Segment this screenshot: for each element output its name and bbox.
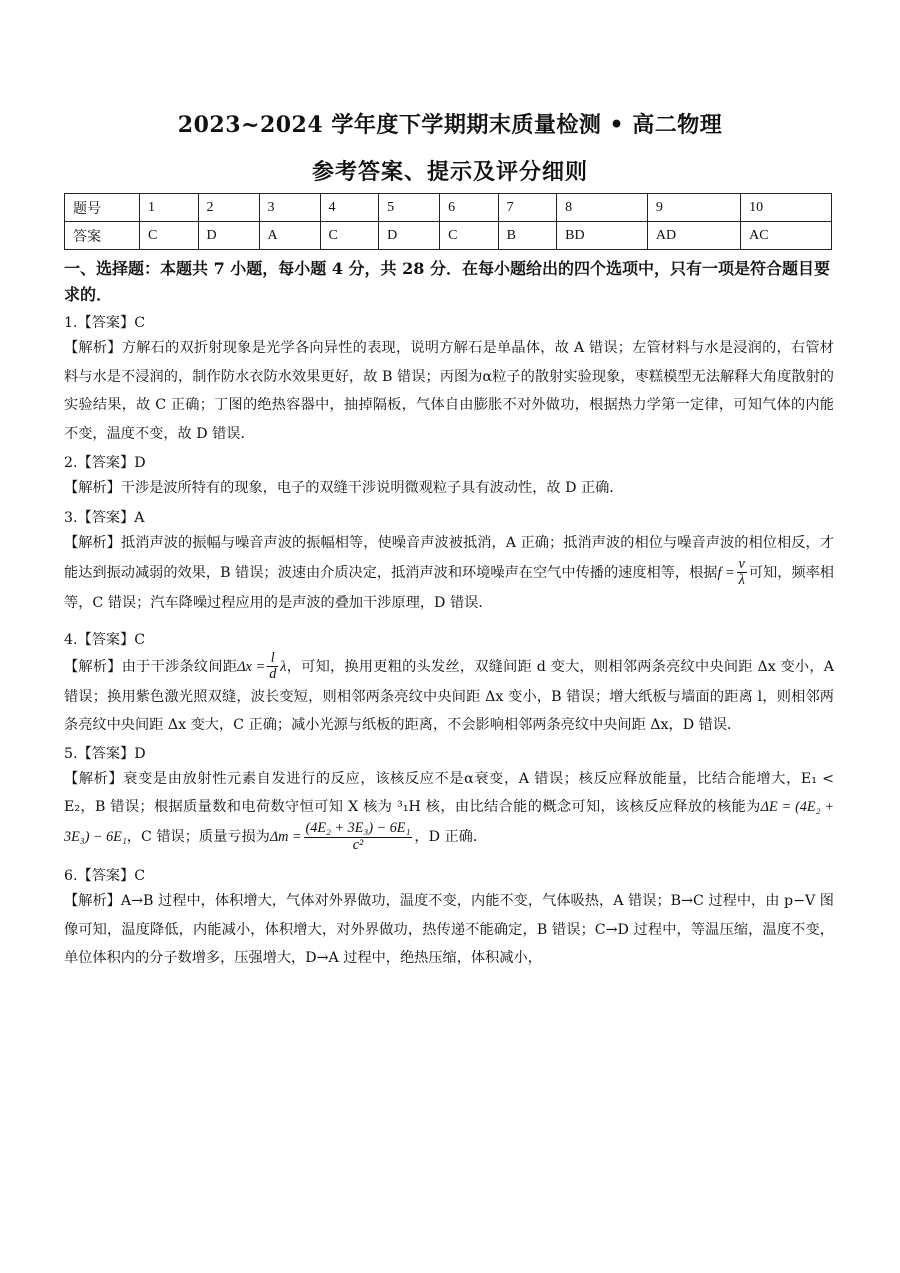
- q4-text-a: 【解析】由于干涉条纹间距: [64, 658, 238, 675]
- q5-text-a: 【解析】衰变是由放射性元素自发进行的反应，该核反应不是α衰变，A 错误；核反应释放能量，比结合能增大，E₁ < E₂，B 错误；根据质量数和电荷数守恒可知 X 核为 ³₁H 核，由比结合能的概念可知，该核反应释放的核能为: [64, 770, 834, 815]
- q4-text-b: ，可知，换用更粗的头发丝，双缝间距 d 变大，则相邻两条亮纹中央间距 Δx 变小，A 错误；换用紫色激光照双缝，波长变短，则相邻两条亮纹中央间距 Δx 变小，B 错误；增大纸板与墙面的距离 l，则相邻两条亮纹中央间距 Δx 变大，C 正确；减小光源与纸板的距离，不会影响相邻两条亮纹中央间距 Δx，D 错误．: [64, 658, 834, 733]
- q3-fraction-numerator: v: [738, 555, 745, 572]
- number-cell: 5: [379, 194, 440, 222]
- number-cell: 10: [741, 194, 832, 222]
- q5-mass-fraction: [304, 821, 413, 853]
- answer-table: [64, 193, 832, 250]
- q3-text-b: 可知，频率相等，C 错误；汽车降噪过程应用的是声波的叠加干涉原理，D 错误．: [64, 564, 834, 611]
- number-cell: 3: [259, 194, 320, 222]
- q4-formula-tail: λ: [280, 658, 287, 675]
- answer-cell: C: [440, 222, 499, 250]
- row-label-number: 题号: [65, 194, 140, 222]
- q2-answer: 2.【答案】D: [64, 455, 146, 471]
- q5-answer: 5.【答案】D: [64, 745, 146, 762]
- q3-formula-lhs: f =: [717, 564, 735, 581]
- q3-text-a: 【解析】抵消声波的振幅与噪音声波的振幅相等，使噪音声波被抵消，A 正确；抵消声波的相位与噪音声波的相位相反，才能达到振动减弱的效果，B 错误；波速由介质决定，抵消声波和环境噪声在空气中传播的速度相等，根据: [64, 534, 834, 581]
- q5-text-c: ，D 正确．: [414, 829, 488, 846]
- number-cell: 9: [647, 194, 740, 222]
- page-title: 2023~2024 学年度下学期期末质量检测 • 高二物理: [177, 112, 723, 138]
- q5-mass-numerator: (4E₂ + 3E₃) − 6E₁: [305, 819, 411, 836]
- q4-fraction-denominator: d: [269, 666, 277, 683]
- answer-cell: AC: [741, 222, 832, 250]
- q5-text-b: ，C 错误；质量亏损为: [126, 829, 270, 846]
- q5-explanation: [64, 765, 834, 853]
- section-heading: 一、选择题：本题共 7 小题，每小题 4 分，共 28 分．在每小题给出的四个选项中，只有一项是符合题目要求的．: [64, 259, 830, 304]
- answer-cell: C: [320, 222, 379, 250]
- q1-explanation: 【解析】方解石的双折射现象是光学各向异性的表现，说明方解石是单晶体，故 A 错误；左管材料与水是浸润的，右管材料与水是不浸润的，制作防水衣防水效果更好，故 B 错误；丙图为α粒子的散射实验现象，枣糕模型无法解释大角度散射的实验结果，故 C 正确；丁图的绝热容器中，抽掉隔板，气体自由膨胀不对外做功，根据热力学第一定律，可知气体的内能不变，温度不变，故 D 错误．: [64, 340, 834, 442]
- q4-fraction-numerator: l: [267, 651, 278, 668]
- answer-cell: B: [498, 222, 557, 250]
- q5-mass-denominator: c²: [352, 836, 364, 853]
- solutions-body: [64, 256, 834, 973]
- number-cell: 8: [557, 194, 648, 222]
- answer-cell: D: [379, 222, 440, 250]
- q5-energy-formula: ΔE = (4E₂ + 3E₃) − 6E₁: [64, 798, 834, 846]
- q3-fraction-denominator: λ: [738, 572, 745, 589]
- answer-table-answer-row: [65, 222, 832, 250]
- q3-answer: 3.【答案】A: [64, 509, 145, 526]
- q4-fraction: [267, 651, 278, 683]
- row-label-answer: 答案: [65, 222, 140, 250]
- number-cell: 2: [198, 194, 259, 222]
- q2-explanation: 【解析】干涉是波所特有的现象，电子的双缝干涉说明微观粒子具有波动性，故 D 正确．: [64, 480, 624, 496]
- answer-cell: C: [140, 222, 199, 250]
- answer-cell: D: [198, 222, 259, 250]
- q6-explanation: 【解析】A→B 过程中，体积增大，气体对外界做功，温度不变，内能不变，气体吸热，A 错误；B→C 过程中，由 p−V 图像可知，温度降低，内能减小，体积增大，对外界做功，热传递不能确定，B 错误；C→D 过程中，等温压缩，温度不变，单位体积内的分子数增多，压强增大，D→A 过程中，绝热压缩，体积减小，: [64, 893, 834, 967]
- number-cell: 1: [140, 194, 199, 222]
- answer-table-number-row: [65, 194, 832, 222]
- number-cell: 7: [498, 194, 557, 222]
- answer-cell: AD: [647, 222, 740, 250]
- number-cell: 6: [440, 194, 499, 222]
- answer-cell: BD: [557, 222, 648, 250]
- number-cell: 4: [320, 194, 379, 222]
- q6-answer: 6.【答案】C: [64, 868, 146, 885]
- q3-explanation: [64, 529, 834, 617]
- q4-explanation: [64, 651, 834, 739]
- q1-answer: 1.【答案】C: [64, 315, 146, 331]
- q5-mass-formula-lhs: Δm =: [269, 829, 302, 846]
- q4-answer: 4.【答案】C: [64, 631, 146, 648]
- page-subtitle: 参考答案、提示及评分细则: [311, 159, 588, 185]
- answer-cell: A: [259, 222, 320, 250]
- q4-formula-lhs: Δx =: [237, 658, 266, 675]
- q3-fraction: [737, 557, 747, 589]
